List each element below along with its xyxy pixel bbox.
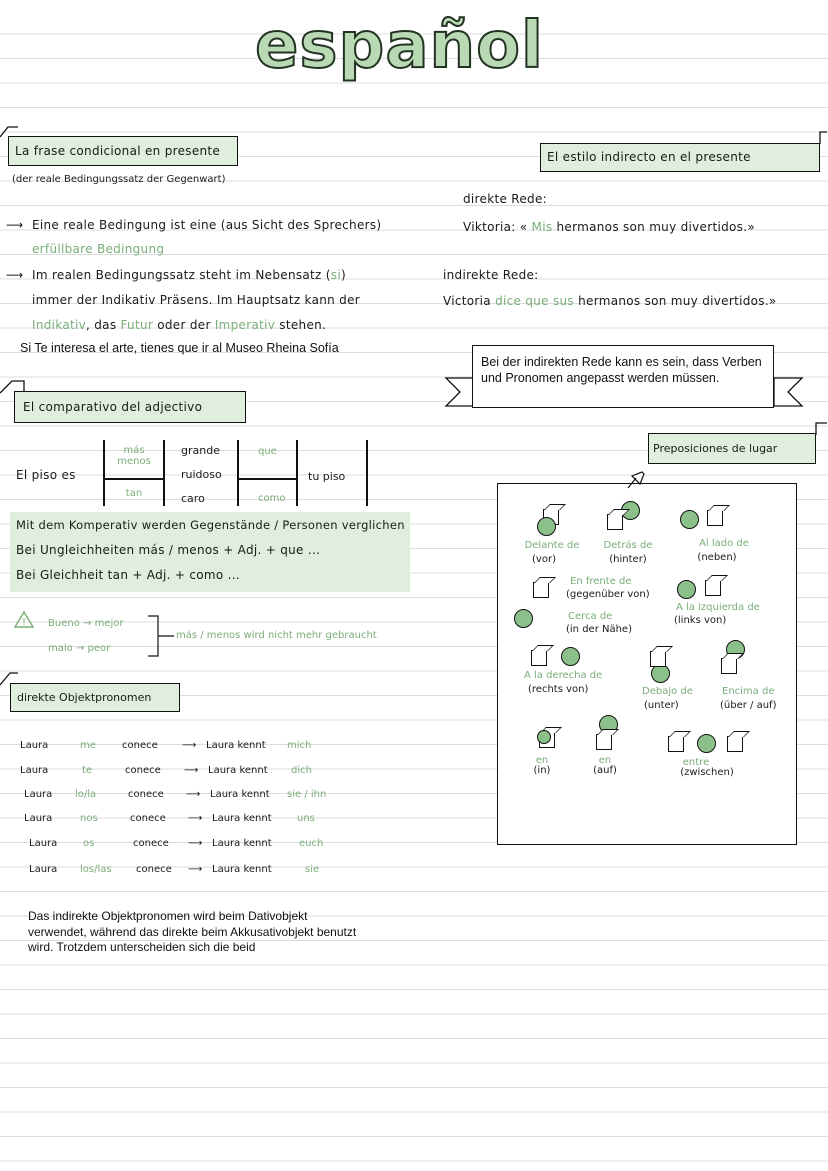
word-peor: peor [87, 643, 111, 654]
direct-rest: hermanos son muy divertidos.» [556, 220, 755, 234]
adjective: ruidoso [181, 468, 222, 481]
pronouns-note: Das indirekte Objektpronomen wird beim Dativobjekt verwendet, während das direkte beim Akkusativobjekt benutzt wird. Trotzdem unterscheiden sich die beid [28, 909, 357, 954]
cell-verb: conece [125, 765, 161, 776]
bracket-icon [146, 614, 176, 660]
option-menos: menos [117, 456, 151, 467]
prep-es: Detrás de [603, 540, 653, 551]
cell-german-pronoun: sie / ihn [287, 789, 327, 800]
indirect-note: Bei der indirekten Rede kann es sein, dass Verben und Pronomen angepasst werden müssen. [481, 355, 762, 385]
page-title: español [255, 9, 544, 83]
table-row [0, 740, 400, 760]
cell-german: Laura kennt [210, 789, 270, 800]
irregular-note: más / menos wird nicht mehr gebraucht [176, 630, 377, 641]
link-como: como [258, 493, 286, 504]
cube-icon [533, 582, 549, 598]
ribbon-corner-icon [0, 126, 20, 138]
cube-icon [668, 736, 684, 752]
cube-icon [707, 510, 723, 526]
word-malo: malo [48, 643, 73, 654]
speaker: Viktoria: [463, 220, 516, 234]
ball-icon [537, 730, 551, 744]
cell-pronoun: lo/la [75, 789, 97, 800]
ball-icon [697, 734, 716, 753]
conditional-example: Si Te interesa el arte, tienes que ir al Museo Rheina Sofía [20, 341, 339, 355]
word-das: , das [86, 318, 117, 332]
ribbon-corner-icon [0, 380, 26, 394]
warning-mark: ! [21, 617, 27, 628]
cell-pronoun: me [80, 740, 96, 751]
word-mis: Mis [531, 220, 553, 234]
cell-german-pronoun: mich [287, 740, 312, 751]
prep-es: Delante de [524, 540, 580, 551]
ribbon-corner-icon [0, 672, 20, 686]
prepositions-heading: Preposiciones de lugar [653, 442, 778, 455]
cube-icon [727, 736, 743, 752]
indirect-heading: El estilo indirecto en el presente [547, 150, 751, 164]
prep-de: (links von) [674, 615, 727, 626]
irregular-row: malo → peor [48, 643, 111, 654]
conditional-subheading: (der reale Bedingungssatz der Gegenwart) [12, 174, 226, 185]
rule-line2: Bei Ungleichheiten más / menos + Adj. + que ... [16, 543, 321, 557]
indirect-rest: hermanos son muy divertidos.» [578, 294, 777, 308]
table-hline [104, 478, 164, 480]
cell-german: Laura kennt [212, 864, 272, 875]
pronouns-heading: direkte Objektpronomen [17, 691, 152, 704]
pin-icon [624, 468, 648, 492]
cell-subject: Laura [29, 838, 58, 849]
quote-open: « [519, 220, 528, 234]
cell-pronoun: los/las [80, 864, 112, 875]
cell-subject: Laura [24, 813, 53, 824]
word-oder-der: oder der [157, 318, 211, 332]
cell-german: Laura kennt [212, 838, 272, 849]
prep-de: (unter) [644, 700, 679, 711]
arrow-icon: ⟶ [186, 789, 201, 800]
cell-german: Laura kennt [212, 813, 272, 824]
cube-icon [705, 580, 721, 596]
comparative-object: tu piso [308, 470, 346, 483]
arrow-icon: ⟶ [6, 218, 24, 232]
table-row [0, 813, 400, 833]
cell-german-pronoun: uns [297, 813, 315, 824]
prep-de: (zwischen) [680, 767, 734, 778]
cell-german-pronoun: euch [299, 838, 324, 849]
cell-verb: conece [128, 789, 164, 800]
table-divider [296, 440, 298, 506]
conditional-heading-box [8, 136, 238, 166]
prep-es: Cerca de [568, 611, 613, 622]
prep-es: A la derecha de [524, 670, 603, 681]
cell-subject: Laura [20, 740, 49, 751]
word-sus: sus [552, 294, 574, 308]
direct-speech-label: direkte Rede: [463, 192, 547, 206]
indirect-note-box [472, 345, 774, 408]
direct-speech-line [463, 220, 755, 234]
cube-icon [650, 651, 666, 667]
word-imperativ: Imperativ [214, 318, 276, 332]
arrow-icon: ⟶ [184, 765, 199, 776]
cell-verb: conece [130, 813, 166, 824]
adjective: grande [181, 444, 220, 457]
arrow-icon: ⟶ [188, 838, 203, 849]
prep-es: Al lado de [699, 538, 749, 549]
prep-de: (über / auf) [720, 700, 777, 711]
pronouns-heading-box [10, 683, 180, 712]
conditional-line1: Eine reale Bedingung ist eine (aus Sicht des Sprechers) [32, 218, 382, 232]
ball-icon [537, 517, 556, 536]
cube-icon [531, 650, 547, 666]
table-divider [237, 440, 239, 506]
conditional-heading: La frase condicional en presente [15, 144, 221, 158]
prep-de: (neben) [697, 552, 737, 563]
conditional-line3: immer der Indikativ Präsens. Im Hauptsatz kann der [32, 293, 360, 307]
paren-close: ) [340, 268, 346, 282]
cell-subject: Laura [20, 765, 49, 776]
indirect-heading-box [540, 143, 820, 172]
prep-es: entre [682, 757, 710, 768]
word-futur: Futur [120, 318, 154, 332]
cell-pronoun: te [82, 765, 93, 776]
prep-de: (rechts von) [528, 684, 589, 695]
prep-de: (vor) [532, 554, 556, 565]
ball-icon [514, 609, 533, 628]
speaker: Victoria [443, 294, 491, 308]
cube-icon [596, 734, 612, 750]
arrow-icon: ⟶ [188, 864, 203, 875]
cube-icon [721, 658, 737, 674]
indirect-speech-line [443, 294, 777, 308]
cell-subject: Laura [24, 789, 53, 800]
prep-es: en [598, 755, 612, 766]
option-mas: más [123, 445, 145, 456]
word-mejor: mejor [94, 618, 124, 629]
conditional-line2 [32, 268, 346, 282]
arrow-icon: ⟶ [6, 268, 24, 282]
cell-german: Laura kennt [208, 765, 268, 776]
irregular-row: Bueno → mejor [48, 618, 124, 629]
word-indikativ: Indikativ [32, 318, 87, 332]
table-row [0, 765, 400, 785]
prep-es: A la izquierda de [676, 602, 760, 613]
table-row [0, 838, 400, 858]
arrow-icon: ⟶ [182, 740, 197, 751]
prep-de: (hinter) [609, 554, 647, 565]
cell-subject: Laura [29, 864, 58, 875]
conditional-line4 [32, 318, 326, 332]
cell-german: Laura kennt [206, 740, 266, 751]
cell-verb: conece [133, 838, 169, 849]
indirect-speech-label: indirekte Rede: [443, 268, 539, 282]
si-word: si [330, 268, 341, 282]
word-stehen: stehen. [279, 318, 327, 332]
ball-icon [680, 510, 699, 529]
cell-german-pronoun: sie [305, 864, 320, 875]
cell-german-pronoun: dich [291, 765, 312, 776]
conditional-line1b: erfüllbare Bedingung [32, 242, 165, 256]
prep-es: Debajo de [642, 686, 693, 697]
word-bueno: Bueno [48, 618, 80, 629]
word-dice-que: dice que [495, 294, 549, 308]
prep-de: (in der Nähe) [566, 624, 632, 635]
prep-es: En frente de [570, 576, 632, 587]
ribbon-corner-icon [804, 131, 828, 145]
cell-pronoun: nos [80, 813, 98, 824]
conditional-line2-text: Im realen Bedingungssatz steht im Nebensatz ( [32, 268, 331, 282]
cell-pronoun: os [83, 838, 95, 849]
table-divider [366, 440, 368, 506]
prepositions-heading-box [648, 433, 816, 464]
comparative-heading: El comparativo del adjectivo [23, 400, 203, 414]
prep-de: (in) [533, 765, 551, 776]
prep-es: en [535, 755, 549, 766]
rule-line3: Bei Gleichheit tan + Adj. + como ... [16, 568, 240, 582]
prep-de: (gegenüber von) [566, 589, 650, 600]
warning-icon [14, 610, 34, 628]
comparative-heading-box [14, 391, 246, 423]
cell-verb: conece [122, 740, 158, 751]
comparative-subject: El piso es [16, 468, 76, 482]
table-row [0, 789, 400, 809]
ball-icon [677, 580, 696, 599]
cube-icon [607, 514, 623, 530]
adjective: caro [181, 492, 205, 505]
prep-es: Encima de [722, 686, 775, 697]
table-row [0, 864, 400, 884]
prep-de: (auf) [593, 765, 617, 776]
ball-icon [561, 647, 580, 666]
option-tan: tan [125, 488, 143, 499]
arrow-icon: ⟶ [188, 813, 203, 824]
rule-line1: Mit dem Komperativ werden Gegenstände / Personen verglichen [16, 518, 405, 532]
cell-verb: conece [136, 864, 172, 875]
table-hline [238, 478, 297, 480]
ribbon-corner-icon [804, 422, 828, 436]
link-que: que [258, 446, 277, 457]
